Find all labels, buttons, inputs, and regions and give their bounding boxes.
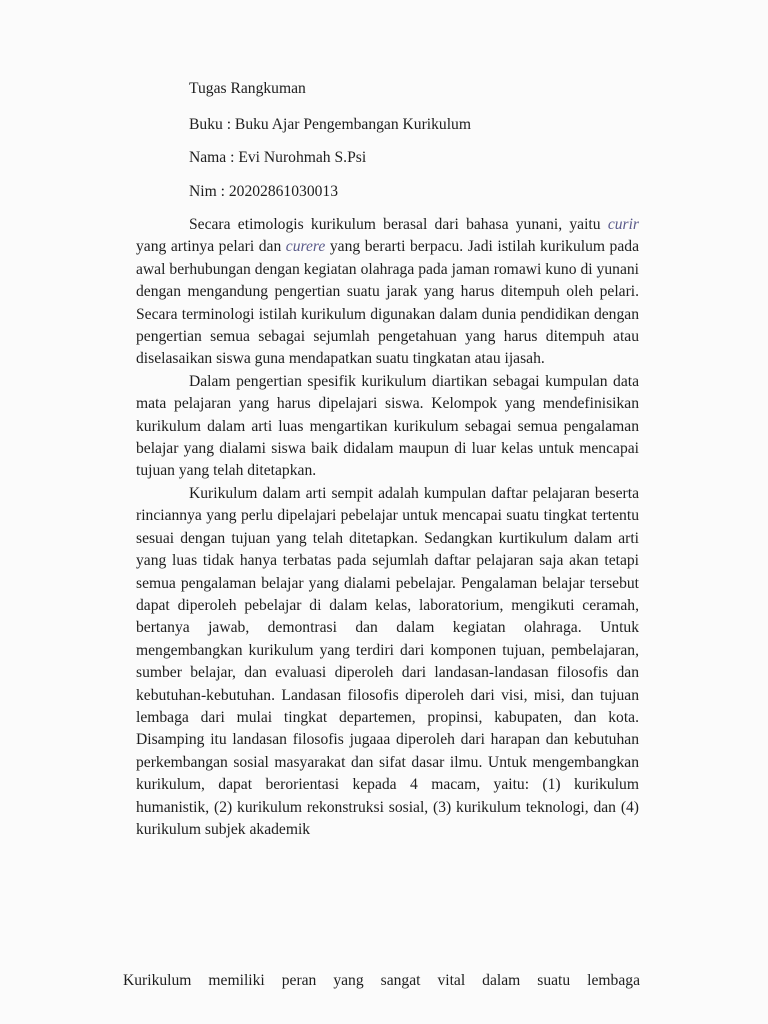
term-curir: curir [607,216,639,233]
book-line: Buku : Buku Ajar Pengembangan Kurikulum [189,116,471,133]
paragraph-etymology [136,214,639,371]
term-curere: curere [285,238,326,256]
paragraph-text: yang artinya pelari dan [136,238,286,256]
nim-line: Nim : 20202861030013 [189,183,339,200]
paragraph-specific-definition: Dalam pengertian spesifik kurikulum diartikan sebagai kumpulan data mata pelajaran yang harus dipelajari siswa. Kelompok yang mendefinisikan kurikulum dalam arti luas mengartikan kurikulum sebagai semua pengalaman belajar yang dialami siswa baik didalam maupun di luar kelas untuk mencapai tujuan yang telah ditetapkan. [136,372,639,480]
name-line: Nama : Evi Nurohmah S.Psi [189,149,367,166]
body-text [136,214,639,841]
paragraph-text: Secara etimologis kurikulum berasal dari bahasa yunani, yaitu [189,216,608,233]
paragraph-role-partial: Kurikulum memiliki peran yang sangat vital dalam suatu lembaga [123,972,640,989]
paragraph-narrow-definition: Kurikulum dalam arti sempit adalah kumpulan daftar pelajaran beserta rinciannya yang perlu dipelajari pebelajar untuk mencapai suatu tingkat tertentu sesuai dengan tujuan yang telah ditetapkan. Sedangkan kurtikulum dalam arti yang luas tidak hanya terbatas pada sejumlah daftar pelajaran saja akan tetapi semua pengalaman belajar yang dialami pebelajar. Pengalaman belajar tersebut dapat diperoleh pebelajar di dalam kelas, laboratorium, mengikuti ceramah, bertanya jawab, demontrasi dan dalam kegiatan olahraga. Untuk mengembangkan kurikulum yang terdiri dari komponen tujuan, pembelajaran, sumber belajar, dan evaluasi diperoleh dari landasan-landasan filosofis dan kebutuhan-kebutuhan. Landasan filosofis diperoleh dari visi, misi, dan tujuan lembaga dari mulai tingkat departemen, propinsi, kabupaten, dan kota. Disamping itu landasan filosofis jugaaa diperoleh dari harapan dan kebutuhan perkembangan sosial masyarakat dan sifat dasar ilmu. Untuk mengembangkan kurikulum, dapat berorientasi kepada 4 macam, yaitu: (1) kurikulum humanistik, (2) kurikulum rekonstruksi sosial, (3) kurikulum teknologi, dan (4) kurikulum subjek akademik [136,484,639,838]
assignment-title: Tugas Rangkuman [189,80,306,97]
paragraph-text: yang berarti berpacu. Jadi istilah kurikulum pada awal berhubungan dengan kegiatan olahraga pada jaman romawi kuno di yunani dengan mengandung pengertian suatu jarak yang harus ditempuh oleh pelari. Secara terminologi istilah kurikulum digunakan dalam dunia pendidikan dengan pengertian semua sebagai sejumlah pengetahuan yang harus ditempuh atau diselasaikan siswa guna mendapatkan suatu tingkatan atau ijasah. [136,238,639,368]
